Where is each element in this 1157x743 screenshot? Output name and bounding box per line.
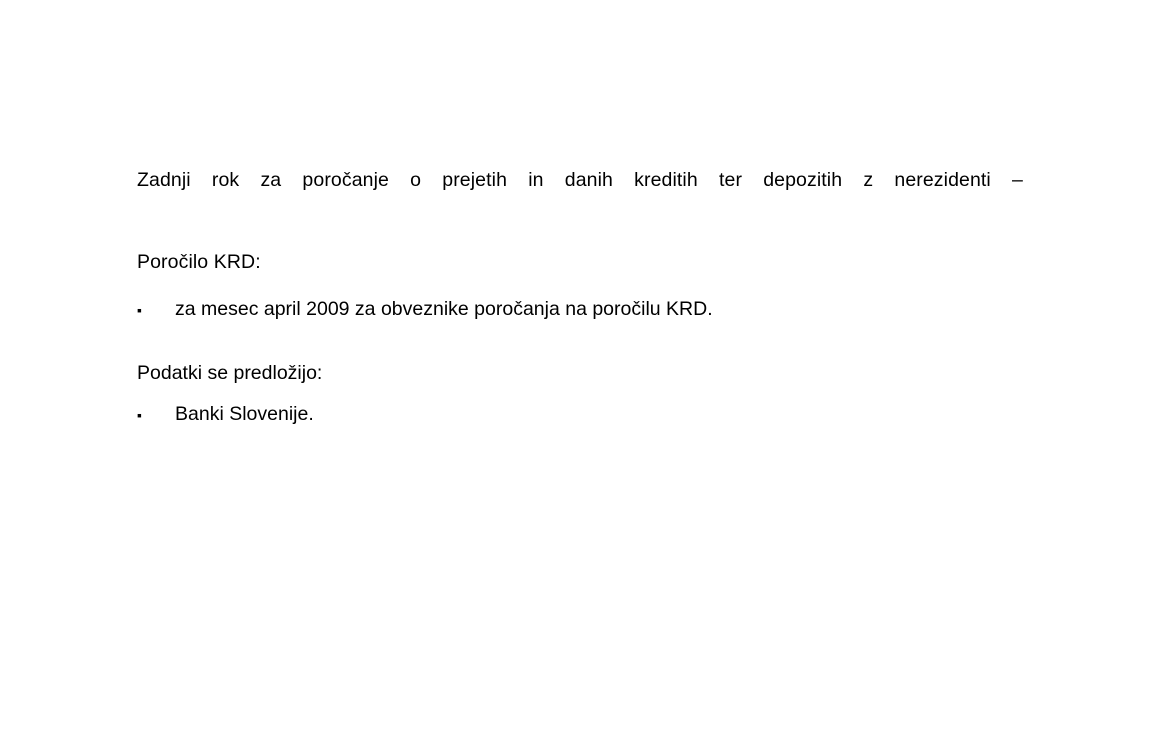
list-item [137, 394, 1023, 436]
list-item [137, 289, 1023, 331]
document-content [137, 160, 1023, 436]
heading-paragraph [137, 160, 1023, 283]
heading-line-1: Zadnji rok za poročanje o prejetih in danih kreditih ter depozitih z nerezidenti – [137, 169, 1023, 191]
spacer [137, 331, 1023, 353]
list-item-label: za mesec april 2009 za obveznike poročanja na poročilu KRD. [175, 298, 713, 320]
list-item-label: Banki Slovenije. [175, 403, 314, 425]
subheading: Podatki se predložijo: [137, 362, 323, 384]
bullet-square-icon: ▪ [137, 407, 142, 423]
heading-line-2: Poročilo KRD: [137, 251, 261, 273]
bullet-square-icon: ▪ [137, 302, 142, 318]
